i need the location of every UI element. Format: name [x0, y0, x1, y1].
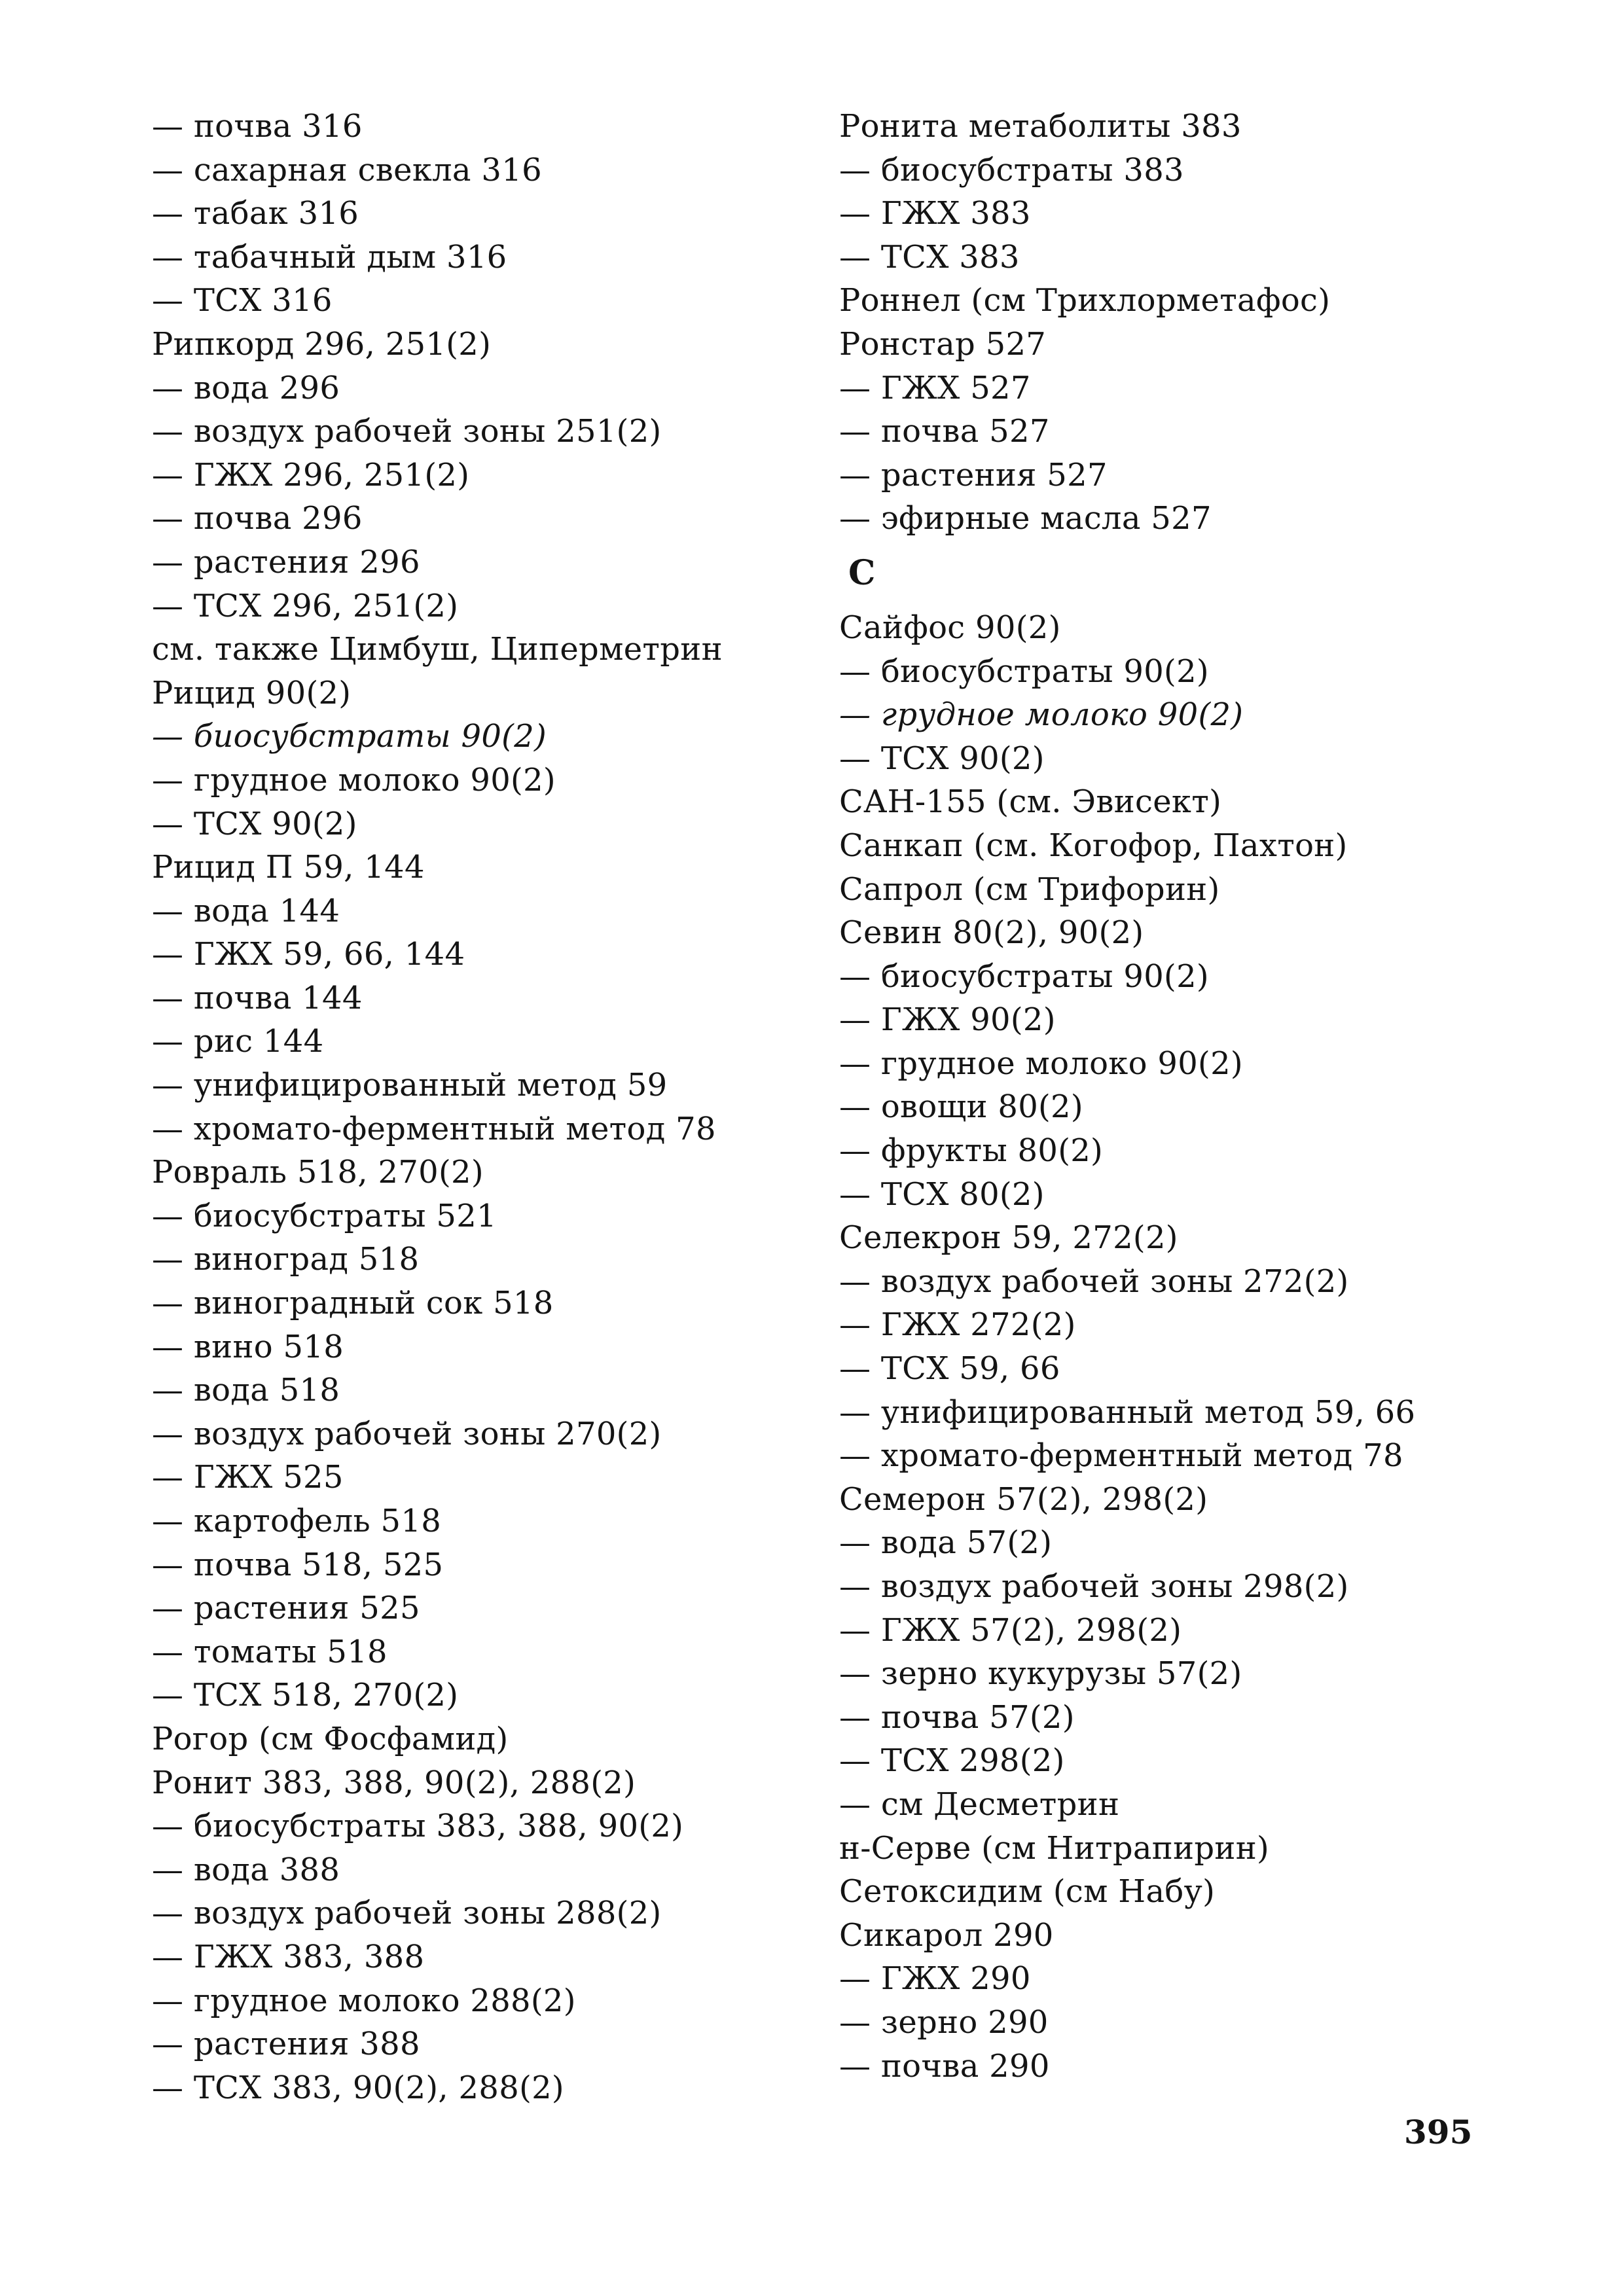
- index-entry: — вода 57(2): [839, 1524, 1053, 1562]
- index-entry: Ронстар 527: [839, 325, 1047, 363]
- index-entry: — почва 296: [152, 500, 363, 537]
- index-entry: — томаты 518: [152, 1633, 388, 1670]
- index-entry: Рицид 90(2): [152, 674, 352, 711]
- index-entry: — ТСХ 316: [152, 282, 333, 319]
- index-entry: — растения 388: [152, 2026, 420, 2063]
- index-entry: — зерно кукурузы 57(2): [839, 1655, 1242, 1693]
- index-entry: — сахарная свекла 316: [152, 151, 542, 188]
- index-section-letter: С: [848, 552, 876, 593]
- index-entry: Сетоксидим (см Набу): [839, 1873, 1216, 1910]
- index-entry: — хромато-ферментный метод 78: [152, 1110, 716, 1147]
- index-entry: — воздух рабочей зоны 270(2): [152, 1415, 662, 1452]
- left-index-column: [152, 105, 774, 2109]
- index-entry: — виноградный сок 518: [152, 1285, 554, 1322]
- index-entry: — биосубстраты 90(2): [839, 653, 1209, 690]
- index-entry: Ровраль 518, 270(2): [152, 1154, 484, 1191]
- index-entry: — ТСХ 90(2): [839, 740, 1045, 777]
- index-entry: — растения 525: [152, 1590, 420, 1627]
- index-entry: — биосубстраты 90(2): [152, 718, 547, 755]
- index-entry: н-Серве (см Нитрапирин): [839, 1829, 1270, 1867]
- index-entry: — вода 388: [152, 1851, 340, 1888]
- page-number: 395: [1404, 2113, 1473, 2151]
- index-entry: — картофель 518: [152, 1503, 442, 1539]
- index-entry: — почва 316: [152, 108, 363, 145]
- index-entry: — зерно 290: [839, 2003, 1049, 2041]
- index-entry: САН-155 (см. Эвисект): [839, 783, 1222, 821]
- right-index-column: [839, 105, 1481, 2088]
- index-entry: — ГЖХ 57(2), 298(2): [839, 1611, 1182, 1649]
- index-entry: — растения 296: [152, 543, 420, 581]
- index-entry: Ронита метаболиты 383: [839, 108, 1242, 145]
- index-entry: — вода 518: [152, 1372, 340, 1409]
- index-entry: — вино 518: [152, 1328, 344, 1365]
- index-entry: Сикарол 290: [839, 1916, 1054, 1954]
- index-entry: см. также Цимбуш, Циперметрин: [152, 631, 723, 668]
- index-entry: — табак 316: [152, 195, 359, 232]
- index-entry: — вода 144: [152, 892, 340, 929]
- index-entry: Ронит 383, 388, 90(2), 288(2): [152, 1764, 636, 1801]
- index-entry: — почва 57(2): [839, 1698, 1075, 1736]
- index-entry: — фрукты 80(2): [839, 1132, 1104, 1170]
- index-entry: Селекрон 59, 272(2): [839, 1219, 1178, 1257]
- index-entry: — табачный дым 316: [152, 238, 507, 276]
- index-entry: — биосубстраты 90(2): [839, 958, 1209, 995]
- index-entry: — воздух рабочей зоны 251(2): [152, 413, 662, 450]
- index-entry: — растения 527: [839, 456, 1108, 493]
- index-entry: Рогор (см Фосфамид): [152, 1720, 509, 1757]
- index-entry: — грудное молоко 90(2): [839, 696, 1244, 734]
- index-entry: — ГЖХ 290: [839, 1960, 1031, 1998]
- index-entry: — ГЖХ 525: [152, 1459, 344, 1496]
- index-entry: Севин 80(2), 90(2): [839, 914, 1144, 952]
- index-entry: Сайфос 90(2): [839, 609, 1061, 646]
- index-entry: — ГЖХ 90(2): [839, 1001, 1056, 1039]
- index-entry: — биосубстраты 383, 388, 90(2): [152, 1808, 684, 1845]
- index-entry: — почва 290: [839, 2047, 1050, 2085]
- index-entry: — воздух рабочей зоны 298(2): [839, 1568, 1349, 1605]
- index-entry: — ТСХ 59, 66: [839, 1350, 1060, 1388]
- index-entry: — почва 527: [839, 413, 1050, 450]
- index-entry: Сапрол (см Трифорин): [839, 870, 1220, 908]
- index-entry: Рипкорд 296, 251(2): [152, 325, 492, 363]
- index-entry: — ТСХ 298(2): [839, 1742, 1065, 1780]
- index-entry: — ТСХ 80(2): [839, 1175, 1045, 1213]
- index-entry: Роннел (см Трихлорметафос): [839, 282, 1331, 319]
- index-entry: — ТСХ 296, 251(2): [152, 587, 459, 624]
- index-entry: — ТСХ 90(2): [152, 805, 357, 842]
- index-entry: — вода 296: [152, 369, 340, 406]
- index-entry: — ГЖХ 296, 251(2): [152, 456, 470, 493]
- index-entry: — биосубстраты 521: [152, 1197, 497, 1234]
- index-entry: — хромато-ферментный метод 78: [839, 1437, 1403, 1475]
- index-entry: — почва 144: [152, 979, 363, 1016]
- index-entry: — рис 144: [152, 1023, 324, 1060]
- index-entry: Семерон 57(2), 298(2): [839, 1480, 1208, 1518]
- index-entry: — воздух рабочей зоны 288(2): [152, 1895, 662, 1932]
- index-entry: — см Десметрин: [839, 1785, 1120, 1823]
- index-entry: — воздух рабочей зоны 272(2): [839, 1263, 1349, 1300]
- index-entry: Рицид П 59, 144: [152, 849, 425, 886]
- index-entry: — овощи 80(2): [839, 1088, 1083, 1126]
- index-entry: — виноград 518: [152, 1241, 420, 1278]
- index-entry: — грудное молоко 90(2): [152, 761, 556, 798]
- index-entry: — ГЖХ 383, 388: [152, 1938, 425, 1975]
- index-entry: — ГЖХ 383: [839, 195, 1031, 232]
- index-entry: — биосубстраты 383: [839, 151, 1184, 188]
- index-entry: — грудное молоко 90(2): [839, 1045, 1243, 1082]
- index-entry: — ТСХ 383: [839, 238, 1020, 276]
- index-entry: — ТСХ 383, 90(2), 288(2): [152, 2069, 564, 2106]
- index-entry: — почва 518, 525: [152, 1546, 444, 1583]
- index-entry: — ГЖХ 527: [839, 369, 1031, 406]
- index-entry: — ГЖХ 59, 66, 144: [152, 936, 465, 973]
- index-entry: — унифицированный метод 59, 66: [839, 1393, 1416, 1431]
- index-entry: — эфирные масла 527: [839, 500, 1212, 537]
- index-entry: — грудное молоко 288(2): [152, 1982, 576, 2019]
- index-entry: — унифицированный метод 59: [152, 1067, 668, 1104]
- index-entry: — ТСХ 518, 270(2): [152, 1677, 459, 1714]
- index-entry: — ГЖХ 272(2): [839, 1306, 1076, 1344]
- index-entry: Санкап (см. Когофор, Пахтон): [839, 827, 1348, 864]
